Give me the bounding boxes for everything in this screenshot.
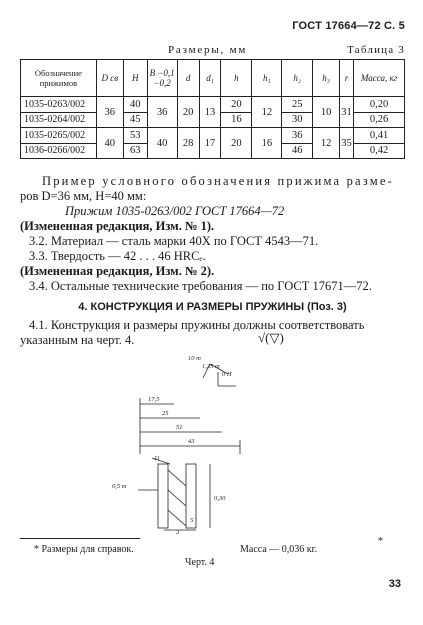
header-mass: Масса, кг [354,60,405,97]
row-code: 1035-0263/002 [21,97,97,113]
paragraph-4-1-b: указанным на черт. 4. [20,333,135,347]
table-header-row [21,60,405,97]
row-code: 1035-0265/002 [21,128,97,144]
group-h1: 12 [252,97,282,128]
paragraph-4-1-a: 4.1. Конструкция и размеры пружины должны соответствовать [29,318,365,332]
header-h: h [221,60,252,97]
example-text-a: Пример условного обозначения прижима разме- [42,174,394,188]
row-mass: 0,26 [354,112,405,128]
example-line-1 [20,174,405,189]
figure-caption: Черт. 4 [185,557,215,568]
header-h2: h₂ [282,60,313,97]
group-h3: 12 [313,128,340,159]
group-r: 31 [340,97,354,128]
row-code: 1035-0264/002 [21,112,97,128]
paragraph-3-3: 3.3. Твердость — 42 . . . 46 HRCₑ. [29,249,206,263]
group-d1: 17 [199,128,221,159]
table-label: Таблица 3 [347,44,405,56]
label-s: 3 [176,529,180,534]
mass-note: Масса — 0,036 кг. [240,544,318,555]
spring-coil [168,510,186,526]
row-h2: 25 [282,97,313,113]
group-D: 36 [96,97,123,128]
label-h: 0,30 [214,495,226,502]
spring-wire-left [158,464,168,528]
asterisk-mark: * [378,536,383,547]
page-number: 33 [388,578,401,590]
row-H: 53 [123,128,147,144]
group-B: 36 [147,97,177,128]
group-h1: 16 [252,128,282,159]
spring-coil [168,470,186,486]
paragraph-3-4: 3.4. Остальные технические требования — по ГОСТ 17671—72. [29,279,372,293]
label-e: 5 [190,517,194,524]
header-h3: h₃ [313,60,340,97]
table-caption: Размеры, мм [168,44,248,56]
label-tol-1: 10 m [188,355,201,362]
label-t: 0,5 m [112,483,127,490]
footnote-rule [20,538,140,539]
label-d3: 51 [176,424,183,431]
section-4-title: 4. КОНСТРУКЦИЯ И РАЗМЕРЫ ПРУЖИНЫ (Поз. 3) [78,301,347,313]
page-header: ГОСТ 17664—72 С. 5 [292,20,405,32]
table-row [21,128,405,144]
edit-note-2: (Измененная редакция, Изм. № 2). [20,264,215,278]
example-line-2: ров D=36 мм, H=40 мм: [20,189,147,203]
table-row [21,97,405,113]
row-mass: 0,41 [354,128,405,144]
row-h2: 36 [282,128,313,144]
dimensions-table [20,59,405,159]
row-H: 45 [123,112,147,128]
group-d: 28 [177,128,199,159]
row-H: 63 [123,143,147,159]
group-h3: 10 [313,97,340,128]
label-tol-2: 1,35 m [202,363,220,370]
paragraph-3-2: 3.2. Материал — сталь марки 40Х по ГОСТ 4543—71. [29,234,319,248]
group-h: 20 [221,128,252,159]
designation-example: Прижим 1035-0263/002 ГОСТ 17664—72 [65,204,285,218]
spring-drawing [110,338,380,534]
group-B: 40 [147,128,177,159]
row-h: 16 [221,112,252,128]
row-code: 1036-0266/002 [21,143,97,159]
header-B: B −0,1 −0,2 [147,60,177,97]
row-h2: 30 [282,112,313,128]
row-h2: 46 [282,143,313,159]
label-a: 0 H [222,371,232,378]
row-H: 40 [123,97,147,113]
label-d2: 25 [162,410,169,417]
edit-note-1: (Измененная редакция, Изм. № 1). [20,219,215,233]
group-r: 35 [340,128,354,159]
group-d1: 13 [199,97,221,128]
label-d1: 17,5 [148,396,160,403]
header-h1: h₁ [252,60,282,97]
header-r: r [340,60,354,97]
label-w: 11 [154,455,161,462]
row-mass: 0,42 [354,143,405,159]
footnote: * Размеры для справок. [34,544,134,555]
row-mass: 0,20 [354,97,405,113]
label-d4: 43 [188,438,195,445]
header-D: D св [96,60,123,97]
group-d: 20 [177,97,199,128]
header-name: Обозначение прижимов [21,60,97,97]
header-H: H [123,60,147,97]
row-h: 20 [221,97,252,113]
header-d: d [177,60,199,97]
group-D: 40 [96,128,123,159]
spring-coil [168,490,186,506]
header-d1: d₁ [199,60,221,97]
table-caption-row [20,44,405,58]
surface-roughness-symbol: √(▽) [258,330,284,345]
